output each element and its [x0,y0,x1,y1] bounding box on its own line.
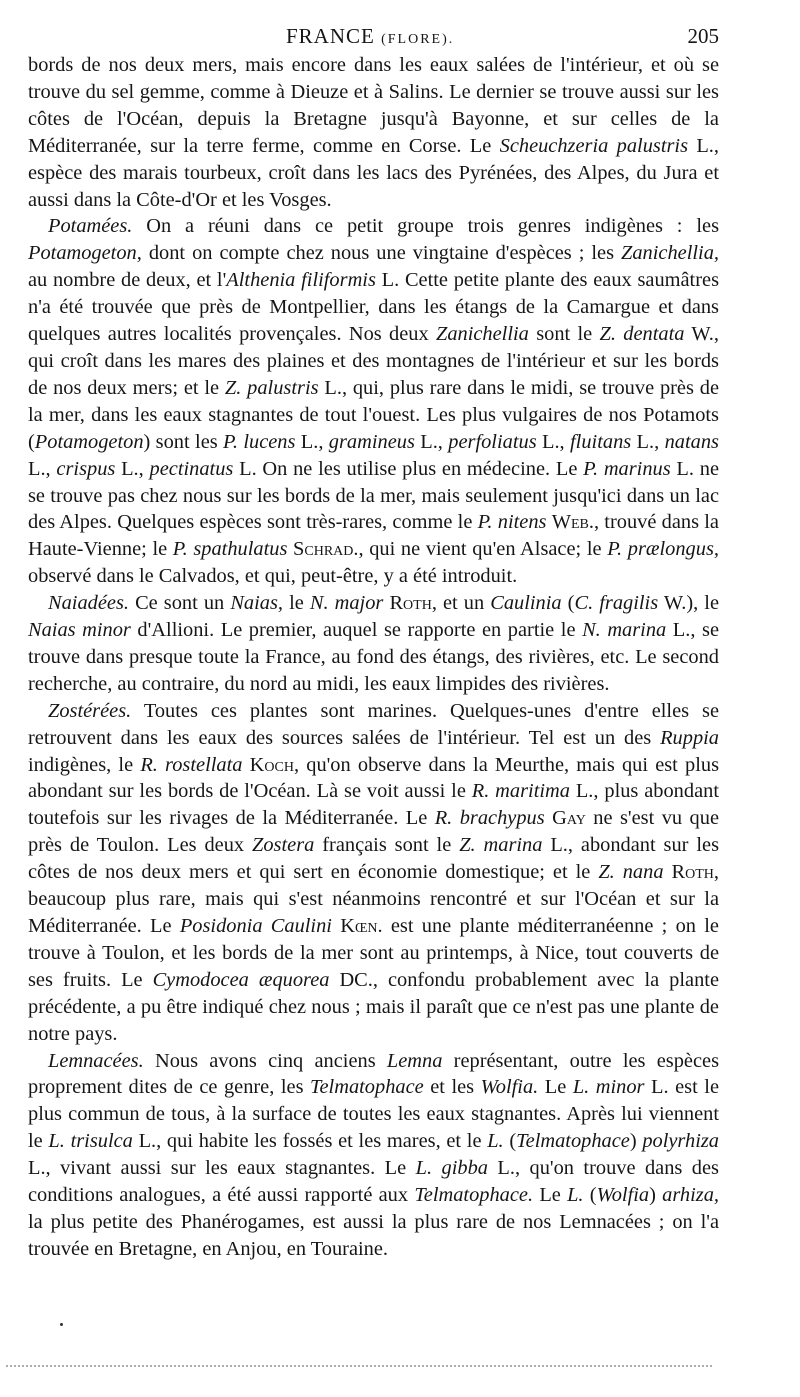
text-run: dont on compte chez nous une vingtaine d'espèces ; les [141,242,622,265]
text-run: L., [28,457,57,480]
text-run: ( [503,1130,517,1153]
italic-run: Naias minor [28,619,131,642]
small-caps-run: Roth [389,592,432,615]
page-number: 205 [687,24,719,48]
text-run [664,861,672,883]
paragraph-zosterees [28,698,719,1048]
paragraph-naiadees [28,590,719,698]
text-run: observé dans le Calvados, et qui, peut-être, y a été introduit. [28,565,518,588]
text-run: Toutes ces plantes sont marines. Quelques-unes d'entre elles se retrouvent dans les eaux des sources salées de l'intérieur. Tel est un des [28,699,719,749]
text-run: et les [423,1076,481,1099]
text-run: , et un [431,592,491,615]
text-run: L., se trouve dans presque toute la France, au fond des étangs, des rivières, etc. Le second recherche, au contraire, du nord au midi, les eaux limpides des rivières. [28,619,719,695]
italic-run: L. gibba [415,1157,488,1180]
text-run: L., plus abondant toutefois sur les rivages de la Méditerranée. Le [28,780,719,830]
italic-run: Telmatophace. [414,1184,534,1207]
text-run: d'Allioni. Le premier, auquel se rapporte en partie le [130,619,583,642]
text-run: sont le [528,323,600,346]
italic-run: Zanichellia [435,323,529,346]
italic-run: arhiza, [662,1184,719,1207]
small-caps-run: Gay [552,807,586,830]
text-run: ( [583,1184,597,1207]
italic-run: P. spathulatus [172,538,288,561]
italic-run: pectinatus [149,457,234,480]
text-run: L. On ne les utilise plus en médecine. Le [233,457,584,480]
italic-run: Z. dentata [599,323,685,346]
text-run: , beaucoup plus rare, mais qui s'est néanmoins rencontré et sur l'Océan et sur la Méditerranée. Le [28,861,719,937]
italic-run: L. trisulca [48,1130,133,1153]
italic-run: Potamées. [48,215,133,238]
text-run: L., [536,430,571,453]
text-run: , qui ne vient qu'en Alsace; le [358,538,608,561]
text-run: L. ne se trouve pas chez nous sur les bords de la mer, mais seulement jusqu'ici dans un lac des Alpes. Quelques espèces sont très-rares, comme le [28,457,719,534]
italic-run: Z. palustris [224,376,319,399]
body-text [28,52,719,1263]
text-run: Le [538,1076,573,1099]
italic-run: Caulinia [490,592,562,615]
text-run: est une plante méditerranéenne ; on le trouve à Toulon, et les bords de la mer sont au printemps, à Nice, tout couverts de ses fruits. Le [28,915,719,991]
paragraph-continuation [28,52,719,213]
italic-run: Naias, [230,592,284,615]
italic-run: R. brachypus [434,807,545,830]
italic-run: fluitans [570,430,632,453]
italic-run: N. major [309,592,384,615]
running-title [286,24,454,49]
text-run: L., [295,430,329,453]
text-run: ) [629,1130,643,1153]
small-caps-run: Koch [249,753,294,776]
italic-run: Z. nana [598,861,664,884]
small-caps-run: Roth [671,861,714,884]
text-run: L., qui, plus rare dans le midi, se trouve près de la mer, dans les eaux stagnantes de tout l'ouest. Les plus vulgaires de nos Potamots ( [28,376,719,453]
italic-run: Wolfia [596,1184,650,1207]
text-run: le [283,592,310,615]
italic-run: L. [567,1184,584,1207]
italic-run: R. maritima [471,780,570,803]
text-run: L., espèce des marais tourbeux, croît dans les lacs des Pyrénées, des Alpes, du Jura et aussi dans la Côte-d'Or et les Vosges. [28,134,720,211]
text-run: au nombre de deux, et l' [28,269,227,292]
text-run: Nous avons cinq anciens [143,1049,387,1072]
italic-run: Z. marina [459,834,543,857]
italic-run: Potamogeton, [28,242,142,265]
italic-run: Potamogeton [34,430,144,453]
text-run: ) sont les [143,430,224,453]
italic-run: P. nitens [477,511,547,534]
italic-run: L. minor [572,1076,645,1099]
running-header [28,24,719,52]
italic-run: Lemna [386,1049,443,1072]
text-run: L., abondant sur les côtes de nos deux mers et qui sert en économie domestique; et le [28,834,720,884]
text-run: bords de nos deux mers, mais encore dans les eaux salées de l'intérieur, et où se trouve du sel gemme, comme à Dieuze et à Salins. Le dernier se trouve aussi sur les côtes de l'Océan, depuis la Bretagne jusqu'à Bayonne, et sur celles de la Méditerranée, sur la terre ferme, comme en Corse. Le [28,54,719,157]
italic-run: Althenia filiformis [226,269,376,292]
italic-run: N. marina [582,619,667,642]
small-caps-run: Kœn. [340,915,383,937]
text-run: W.), le [658,592,719,615]
paragraph-lemnacees [28,1048,719,1263]
italic-run: Cymodocea æquorea [152,968,330,991]
text-run: ne s'est vu que près de Toulon. Les deux [28,807,719,857]
text-run: L., [115,457,150,480]
text-run: L., qui habite les fossés et les mares, et le [132,1130,488,1153]
text-run: représentant, outre les espèces proprement dites de ce genre, les [28,1049,720,1099]
text-run [332,915,340,937]
small-caps-run: Web. [551,511,594,534]
italic-run: Telmatophace [516,1130,630,1153]
text-run: L., vivant aussi sur les eaux stagnantes. Le [28,1157,416,1180]
text-run: ( [561,592,575,615]
text-run: L., [414,430,449,453]
italic-run: R. rostellata [140,753,243,776]
small-caps-run: Schrad. [293,538,359,561]
text-run: , trouvé dans la Haute-Vienne; le [28,511,719,561]
text-run: français sont le [314,834,460,857]
print-speck [60,1323,63,1326]
italic-run: natans [664,430,719,453]
italic-run: gramineus [328,430,415,453]
text-run: On a réuni dans ce petit groupe trois genres indigènes : les [132,215,719,238]
document-page [28,24,719,1263]
italic-run: Telmatophace [310,1076,424,1099]
running-title-subtitle: (FLORE). [381,32,455,47]
italic-run: L. [487,1130,504,1153]
text-run: Ce sont un [129,592,231,615]
italic-run: Zanichellia, [621,242,719,265]
italic-run: perfoliatus [448,430,537,453]
italic-run: P. marinus [583,457,671,480]
footer-rule [6,1365,712,1371]
text-run: L. Cette petite plante des eaux saumâtres n'a été trouvée que près de Montpellier, dans les étangs de la Camargue et dans quelques autres localités provençales. Nos deux [28,269,720,346]
text-run: , qu'on observe dans la Meurthe, mais qui est plus abondant sur les bords de l'Océan. Là se voit aussi le [28,753,720,803]
text-run [242,754,249,776]
text-run: la plus petite des Phanérogames, est aussi la plus rare de nos Lemnacées ; on l'a trouvée en Bretagne, en Anjou, en Touraine. [28,1210,719,1260]
text-run: DC., confondu probablement avec la plante précédente, a pu être indiqué chez nous ; mais il paraît que ce n'est pas une plante de notre pays. [28,968,719,1045]
italic-run: Ruppia [660,726,719,749]
italic-run: C. fragilis [574,592,659,615]
text-run: L. est le plus commun de tous, à la surface de toutes les eaux stagnantes. Après lui viennent le [28,1076,719,1153]
text-run: L., qu'on trouve dans des conditions analogues, a été aussi rapporté aux [28,1157,719,1207]
italic-run: Naiadées. [48,592,129,615]
italic-run: Scheuchzeria palustris [499,134,689,157]
text-run: L., [631,430,665,453]
text-run: ) [649,1184,663,1207]
text-run: W., qui croît dans les mares des plaines et des montagnes de l'intérieur et sur les bords de nos deux mers; et le [28,323,719,399]
running-title-main: FRANCE [286,24,375,48]
italic-run: P. lucens [223,430,296,453]
italic-run: Posidonia Caulini [179,915,332,937]
italic-run: Zostera [252,834,315,857]
italic-run: polyrhiza [642,1130,719,1153]
text-run: indigènes, le [28,753,141,776]
italic-run: Lemnacées. [48,1049,144,1072]
italic-run: Wolfia. [480,1076,539,1099]
paragraph-potamees [28,213,719,590]
text-run: Le [533,1184,568,1207]
italic-run: crispus [56,457,116,480]
italic-run: P. prælongus, [607,538,719,561]
italic-run: Zostérées. [48,699,132,722]
